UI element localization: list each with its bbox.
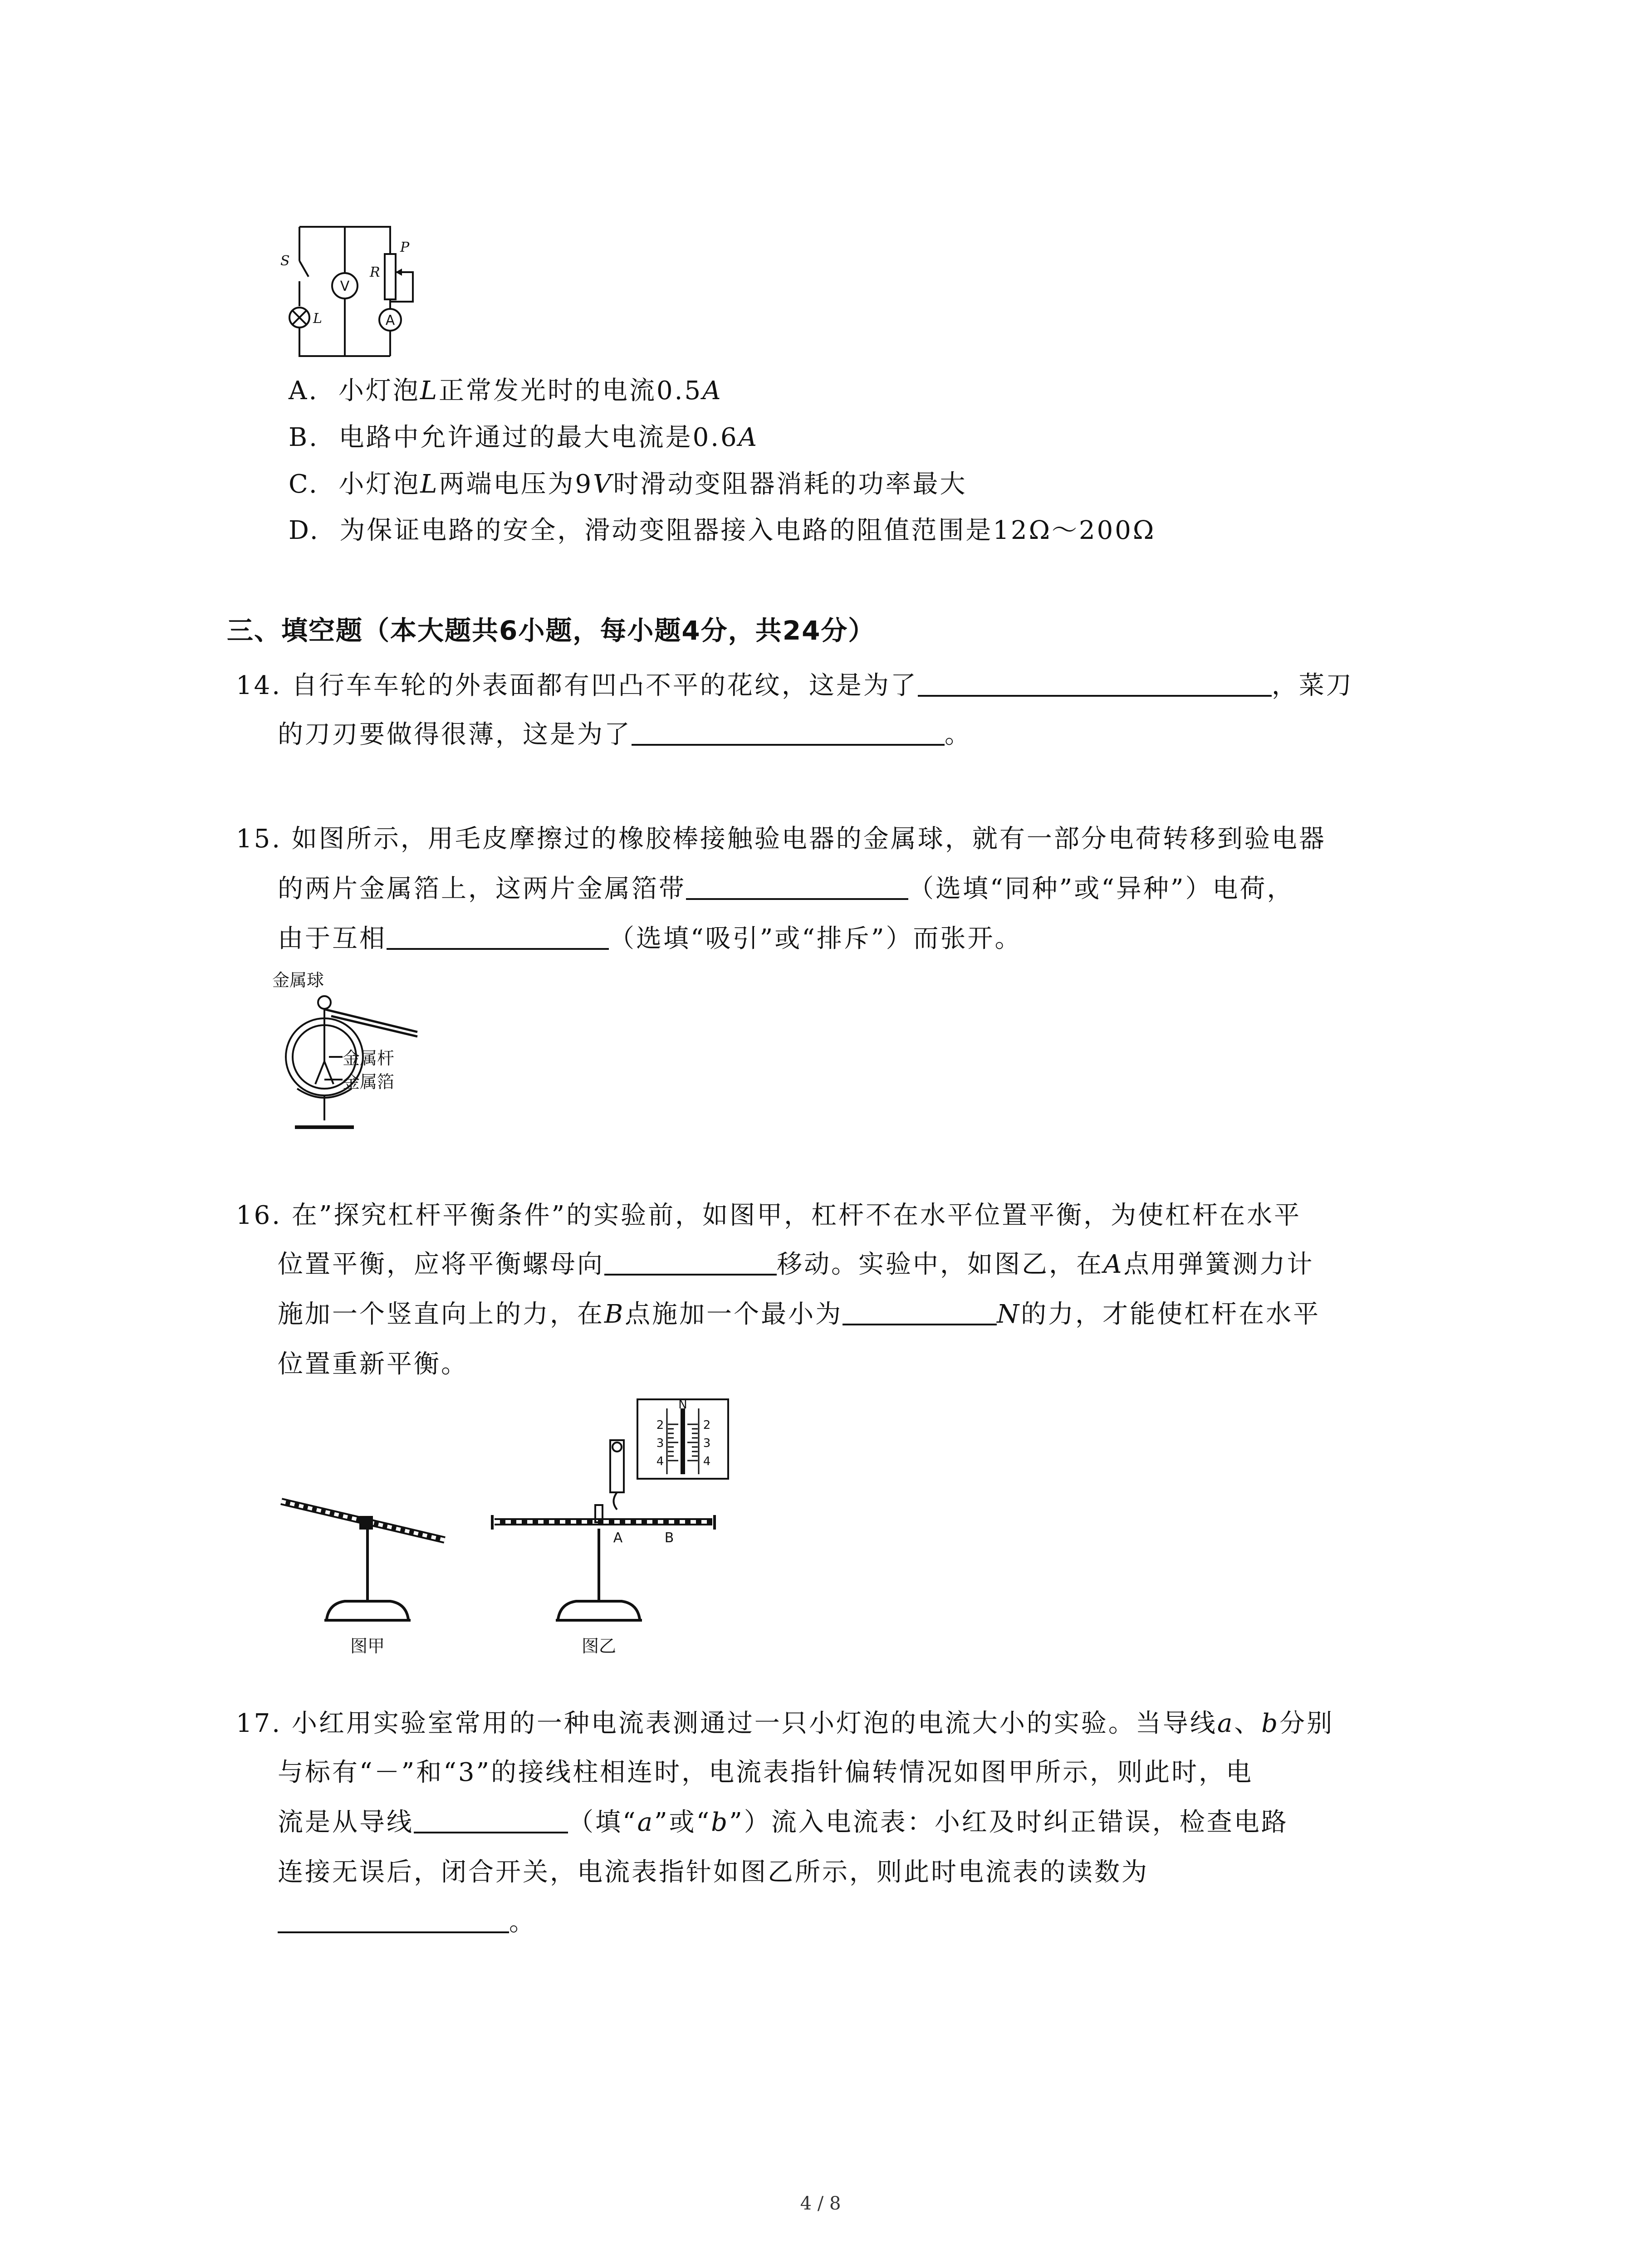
scale-tick-left-4: 4 bbox=[656, 1455, 664, 1468]
q16-line2: 位置平衡，应将平衡螺母向 移动。实验中，如图乙，在A点用弹簧测力计 bbox=[278, 1246, 1314, 1283]
q14-line1: 14. 自行车车轮的外表面都有凹凸不平的花纹，这是为了 ，菜刀 bbox=[236, 668, 1353, 704]
ammeter-label: A bbox=[385, 313, 395, 328]
scale-tick-left-2: 2 bbox=[656, 1418, 664, 1432]
q14-blank-1[interactable] bbox=[918, 668, 1272, 697]
q16-line3: 施加一个竖直向上的力，在B点施加一个最小为 N的力，才能使杠杆在水平 bbox=[278, 1296, 1320, 1333]
point-b-label: B bbox=[664, 1530, 674, 1546]
scale-tick-right-2: 2 bbox=[703, 1418, 711, 1432]
q16-line4: 位置重新平衡。 bbox=[278, 1349, 468, 1379]
lever-figures bbox=[277, 1388, 735, 1656]
label-metal-ball: 金属球 bbox=[272, 970, 324, 990]
scale-tick-left-3: 3 bbox=[656, 1437, 664, 1450]
q15-line2: 的两片金属箔上，这两片金属箔带 （选填“同种”或“异种”）电荷， bbox=[278, 871, 1294, 907]
option-b: B. 电路中允许通过的最大电流是0.6A bbox=[289, 423, 759, 452]
q16-blank-2[interactable] bbox=[843, 1296, 997, 1325]
question-number: 16. bbox=[236, 1201, 282, 1230]
switch-label: S bbox=[280, 253, 290, 269]
scale-tick-right-3: 3 bbox=[703, 1437, 711, 1450]
lamp-label: L bbox=[313, 311, 322, 327]
page-number: 4 / 8 bbox=[800, 2193, 841, 2214]
caption-figure-yi: 图乙 bbox=[582, 1636, 617, 1656]
q17-line2: 与标有“－”和“3”的接线柱相连时，电流表指针偏转情况如图甲所示，则此时，电 bbox=[278, 1758, 1254, 1787]
scale-unit: N bbox=[678, 1398, 687, 1412]
label-metal-rod: 金属杆 bbox=[343, 1048, 395, 1068]
slider-label: P bbox=[400, 240, 410, 255]
q16-blank-1[interactable] bbox=[604, 1246, 777, 1276]
question-number: 15. bbox=[236, 824, 282, 854]
caption-figure-jia: 图甲 bbox=[350, 1636, 385, 1656]
voltmeter-label: V bbox=[340, 279, 350, 294]
question-number: 17. bbox=[236, 1709, 282, 1738]
q15-line3: 由于互相 （选填“吸引”或“排斥”）而张开。 bbox=[278, 921, 1022, 957]
circuit-diagram bbox=[277, 218, 426, 367]
q17-line1: 17. 小红用实验室常用的一种电流表测通过一只小灯泡的电流大小的实验。当导线a、b分别 bbox=[236, 1709, 1334, 1738]
point-a-label: A bbox=[613, 1530, 623, 1546]
scale-tick-right-4: 4 bbox=[703, 1455, 711, 1468]
resistor-label: R bbox=[370, 264, 380, 280]
q14-line2: 的刀刃要做得很薄，这是为了 。 bbox=[278, 717, 972, 753]
circuit-figure bbox=[277, 218, 426, 367]
section-heading: 三、填空题（本大题共6小题，每小题4分，共24分） bbox=[227, 615, 876, 646]
q16-line1: 16. 在”探究杠杆平衡条件”的实验前，如图甲，杠杆不在水平位置平衡，为使杠杆在水平 bbox=[236, 1201, 1302, 1230]
q17-line4: 连接无误后，闭合开关，电流表指针如图乙所示，则此时电流表的读数为 bbox=[278, 1857, 1149, 1887]
q17-line3: 流是从导线 （填“a”或“b”）流入电流表：小红及时纠正错误，检查电路 bbox=[278, 1804, 1288, 1841]
question-number: 14. bbox=[236, 671, 282, 700]
q15-line1: 15. 如图所示，用毛皮摩擦过的橡胶棒接触验电器的金属球，就有一部分电荷转移到验电器 bbox=[236, 824, 1326, 854]
q15-blank-1[interactable] bbox=[686, 871, 908, 900]
q14-blank-2[interactable] bbox=[632, 717, 945, 746]
option-d: D. 为保证电路的安全，滑动变阻器接入电路的阻值范围是12Ω～200Ω bbox=[289, 516, 1156, 545]
q17-blank-1[interactable] bbox=[414, 1804, 568, 1833]
electroscope-figure bbox=[272, 971, 426, 1143]
option-a: A. 小灯泡L正常发光时的电流0.5A bbox=[289, 376, 723, 406]
q15-blank-2[interactable] bbox=[387, 921, 609, 950]
q17-blank-2[interactable] bbox=[278, 1904, 509, 1933]
option-c: C. 小灯泡L两端电压为9V时滑动变阻器消耗的功率最大 bbox=[289, 469, 967, 499]
q17-line5: 。 bbox=[278, 1904, 536, 1941]
label-metal-foil: 金属箔 bbox=[343, 1072, 395, 1092]
lever-diagram bbox=[277, 1388, 735, 1651]
